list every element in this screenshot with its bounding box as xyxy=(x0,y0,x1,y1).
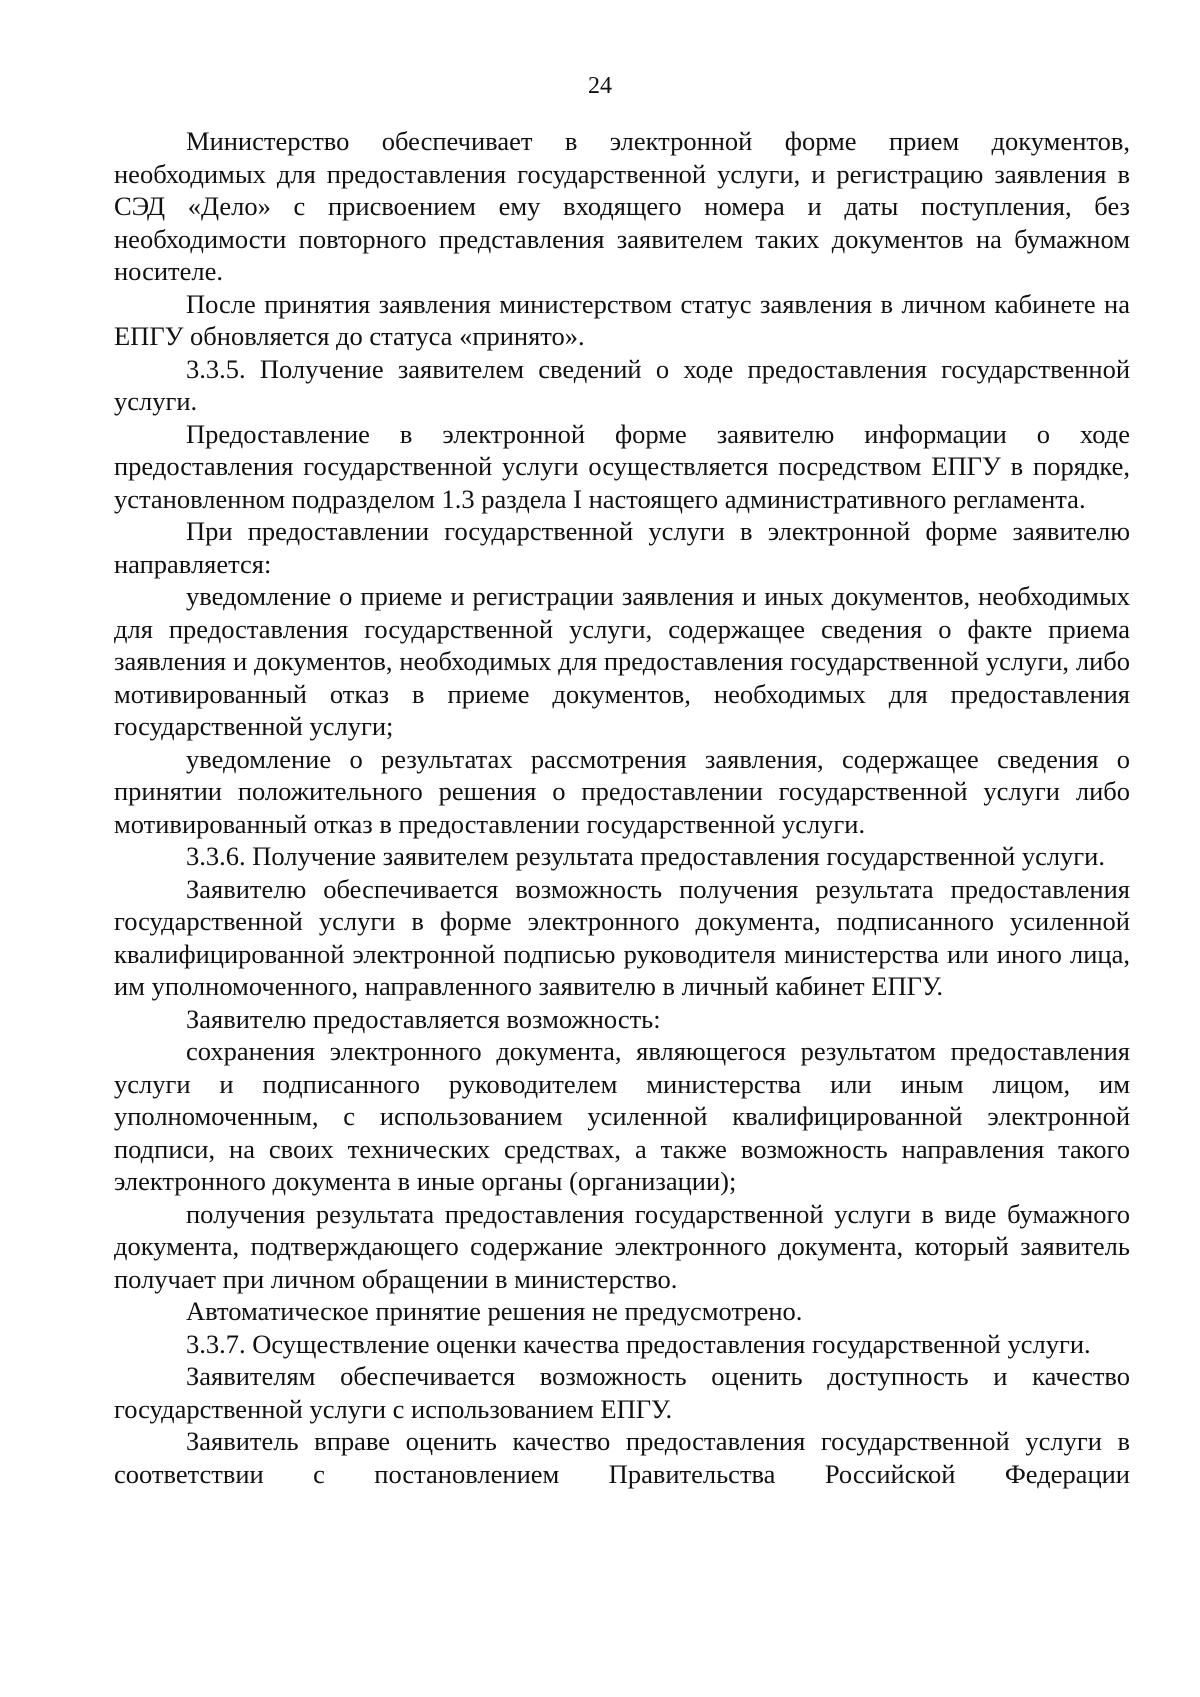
section-heading-3-3-5: 3.3.5. Получение заявителем сведений о ходе предоставления государственной услуги. xyxy=(114,353,1130,416)
paragraph-notifications-intro: При предоставлении государственной услуги в электронной форме заявителю направляется: xyxy=(114,516,1130,579)
page-number: 24 xyxy=(588,73,612,99)
paragraph-status-update: После принятия заявления министерством статус заявления в личном кабинете на ЕПГУ обновляется до статуса «принято». xyxy=(114,288,1130,351)
paragraph-no-automatic-decision: Автоматическое принятие решения не предусмотрено. xyxy=(186,1296,803,1326)
paragraph-save-document: сохранения электронного документа, являющегося результатом предоставления услуги и подписанного руководителем министерства или иным лицом, им уполномоченным, с использованием усиленной квалифицированной электронной подписи, на своих технических средствах, а также возможность направления такого электронного документа в иные органы (организации); xyxy=(114,1036,1130,1196)
paragraph-paper-document: получения результата предоставления государственной услуги в виде бумажного документа, подтверждающего содержание электронного документа, который заявитель получает при личном обращении в министерство. xyxy=(114,1198,1130,1294)
paragraph-progress-info: Предоставление в электронной форме заявителю информации о ходе предоставления государственной услуги осуществляется посредством ЕПГУ в порядке, установленном подразделом 1.3 раздела I настоящего административного регламента. xyxy=(114,418,1130,514)
paragraph-electronic-acceptance: Министерство обеспечивает в электронной форме прием документов, необходимых для предоставления государственной услуги, и регистрацию заявления в СЭД «Дело» с присвоением ему входящего номера и даты поступления, без необходимости повторного представления заявителем таких документов на бумажном носителе. xyxy=(114,126,1130,286)
paragraph-government-resolution: Заявитель вправе оценить качество предоставления государственной услуги в соответствии с постановлением Правительства Российской Федерации xyxy=(114,1426,1130,1489)
page-body xyxy=(114,125,1130,1490)
paragraph-results-notice: уведомление о результатах рассмотрения заявления, содержащее сведения о принятии положительного решения о предоставлении государственной услуги либо мотивированный отказ в предоставлении государственной услуги. xyxy=(114,743,1130,839)
paragraph-result-electronic-document: Заявителю обеспечивается возможность получения результата предоставления государственной услуги в форме электронного документа, подписанного усиленной квалифицированной электронной подписью руководителя министерства или иного лица, им уполномоченного, направленного заявителю в личный кабинет ЕПГУ. xyxy=(114,873,1130,1001)
paragraph-applicant-options-intro: Заявителю предоставляется возможность: xyxy=(186,1003,661,1034)
paragraph-registration-notice: уведомление о приеме и регистрации заявления и иных документов, необходимых для предоставления государственной услуги, содержащее сведения о факте приема заявления и документов, необходимых для предоставления государственной услуги, либо мотивированный отказ в приеме документов, необходимых для предоставления государственной услуги; xyxy=(114,581,1130,741)
section-heading-3-3-6: 3.3.6. Получение заявителем результата предоставления государственной услуги. xyxy=(186,841,1105,871)
paragraph-quality-assessment: Заявителям обеспечивается возможность оценить доступность и качество государственной услуги с использованием ЕПГУ. xyxy=(114,1361,1130,1424)
section-heading-3-3-7: 3.3.7. Осуществление оценки качества предоставления государственной услуги. xyxy=(186,1328,1091,1359)
